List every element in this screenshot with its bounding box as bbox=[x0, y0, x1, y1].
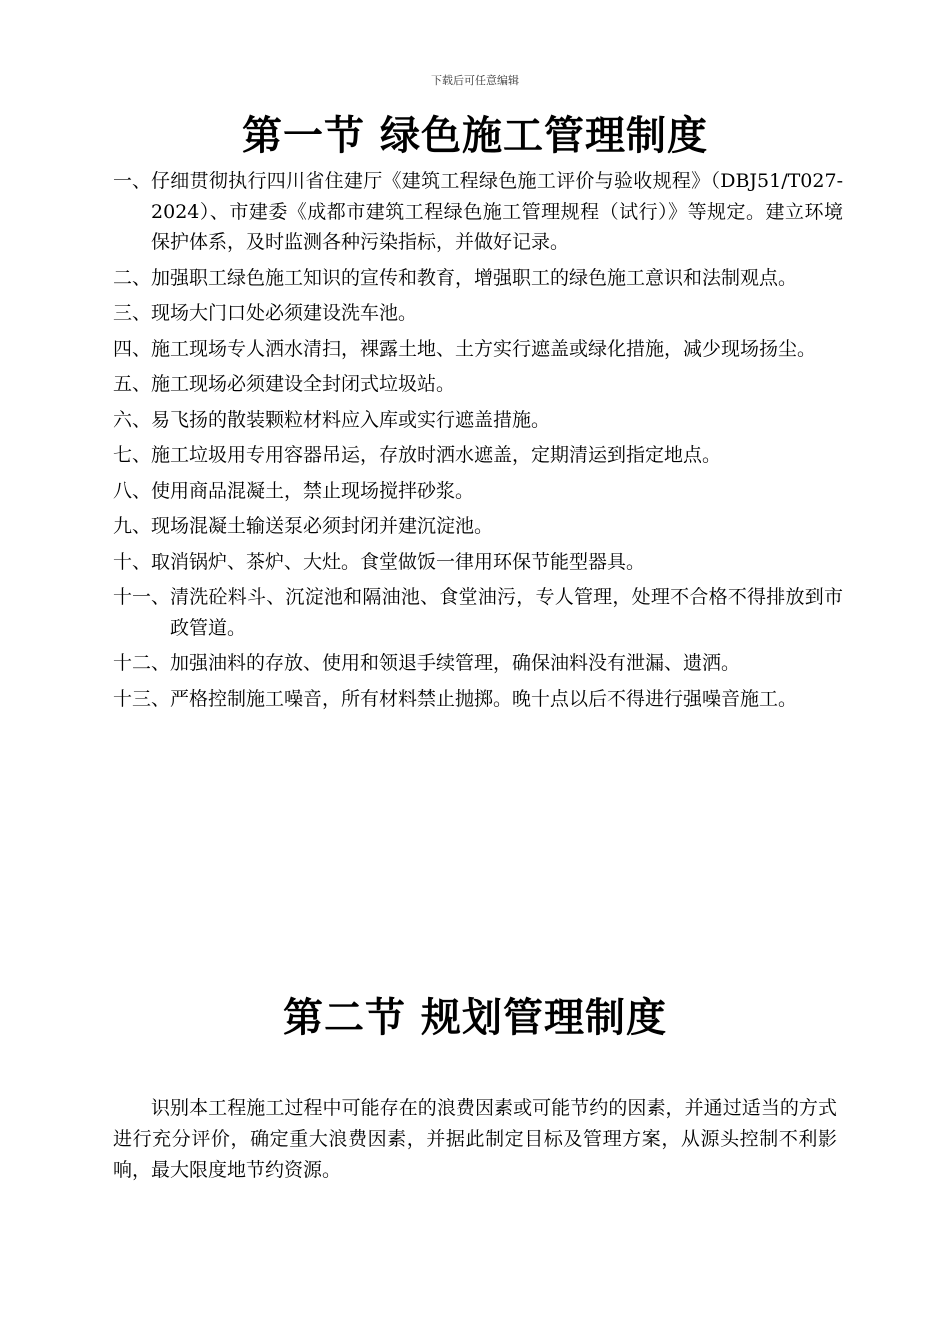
header-note: 下载后可任意编辑 bbox=[431, 74, 519, 87]
list-item-text: 现场混凝土输送泵必须封闭并建沉淀池。 bbox=[151, 515, 494, 537]
list-item-number: 八、 bbox=[113, 479, 152, 502]
list-item bbox=[113, 684, 843, 715]
list-item-number: 一、 bbox=[113, 170, 152, 192]
list-item-text: 施工现场必须建设全封闭式垃圾站。 bbox=[151, 373, 456, 395]
list-item bbox=[113, 166, 843, 258]
list-item-number: 五、 bbox=[113, 373, 152, 395]
list-item bbox=[113, 334, 843, 365]
list-item-number: 十三、 bbox=[113, 687, 171, 710]
list-item bbox=[113, 476, 843, 507]
list-item bbox=[113, 547, 843, 578]
list-item-number: 七、 bbox=[113, 444, 152, 466]
section-2-title: 第二节 规划管理制度 bbox=[283, 995, 667, 1041]
list-item bbox=[113, 648, 843, 679]
list-item-text: 易飞扬的散装颗粒材料应入库或实行遮盖措施。 bbox=[151, 408, 551, 431]
list-item-text: 加强油料的存放、使用和领退手续管理，确保油料没有泄漏、遗洒。 bbox=[170, 652, 741, 674]
section-1-title: 第一节 绿色施工管理制度 bbox=[242, 113, 708, 159]
list-item-text: 现场大门口处必须建设洗车池。 bbox=[151, 302, 418, 324]
section-1-item-list bbox=[113, 166, 843, 719]
list-item-number: 十、 bbox=[113, 550, 152, 573]
list-item bbox=[113, 440, 843, 471]
list-item bbox=[113, 405, 843, 436]
list-item bbox=[113, 263, 843, 294]
list-item-text: 仔细贯彻执行四川省住建厅《建筑工程绿色施工评价与验收规程》（DBJ51/T027-2024）、市建委《成都市建筑工程绿色施工管理规程（试行）》等规定。建立环境保护体系，及时监测各种污染指标，并做好记录。 bbox=[151, 170, 843, 253]
list-item-text: 清洗砼料斗、沉淀池和隔油池、食堂油污，专人管理，处理不合格不得排放到市政管道。 bbox=[170, 586, 843, 639]
list-item-number: 九、 bbox=[113, 515, 152, 537]
list-item-text: 施工垃圾用专用容器吊运，存放时洒水遮盖，定期清运到指定地点。 bbox=[151, 444, 722, 466]
list-item-text: 严格控制施工噪音，所有材料禁止抛掷。晚十点以后不得进行强噪音施工。 bbox=[170, 687, 798, 710]
list-item-text: 施工现场专人洒水清扫，裸露土地、土方实行遮盖或绿化措施，减少现场扬尘。 bbox=[151, 337, 817, 360]
list-item bbox=[113, 511, 843, 542]
list-item-number: 三、 bbox=[113, 302, 152, 324]
list-item bbox=[113, 582, 843, 643]
list-item-number: 四、 bbox=[113, 337, 152, 360]
list-item-text: 加强职工绿色施工知识的宣传和教育，增强职工的绿色施工意识和法制观点。 bbox=[151, 266, 798, 289]
list-item-number: 六、 bbox=[113, 408, 152, 431]
list-item-number: 十一、 bbox=[113, 586, 171, 608]
list-item bbox=[113, 369, 843, 400]
list-item-number: 十二、 bbox=[113, 652, 171, 674]
list-item-text: 取消锅炉、茶炉、大灶。食堂做饭一律用环保节能型器具。 bbox=[151, 550, 646, 573]
list-item bbox=[113, 298, 843, 329]
section-2-paragraph: 识别本工程施工过程中可能存在的浪费因素或可能节约的因素，并通过适当的方式进行充分评价，确定重大浪费因素，并据此制定目标及管理方案，从源头控制不利影响，最大限度地节约资源。 bbox=[113, 1097, 837, 1181]
list-item-number: 二、 bbox=[113, 266, 152, 289]
list-item-text: 使用商品混凝土，禁止现场搅拌砂浆。 bbox=[151, 479, 475, 502]
